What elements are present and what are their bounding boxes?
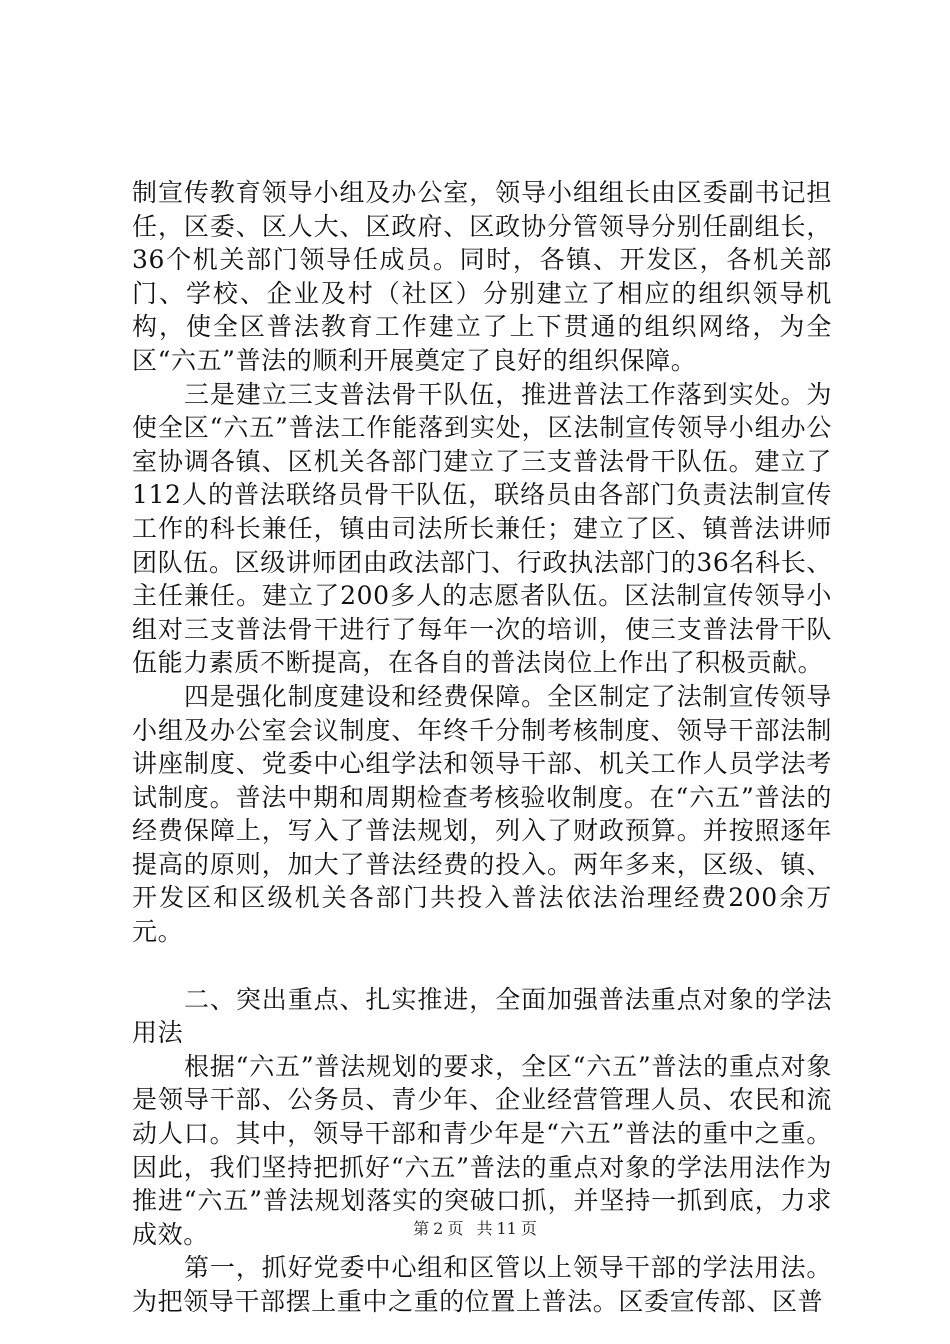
total-pages-label: [474, 1219, 538, 1238]
page-prefix: 第: [413, 1219, 430, 1238]
document-body: [132, 176, 832, 1319]
section-gap: [132, 949, 832, 983]
page-footer: [0, 1216, 950, 1239]
paragraph-leaders-study: 第一，抓好党委中心组和区管以上领导干部的学法用法。为把领导干部摆上重中之重的位置上普法。区委宣传部、区普: [132, 1253, 832, 1316]
total-pages: 11: [496, 1219, 517, 1238]
page-number: 2: [433, 1219, 444, 1238]
page-number-label: [411, 1219, 465, 1238]
paragraph-backbone-teams: 三是建立三支普法骨干队伍，推进普法工作落到实处。为使全区“六五”普法工作能落到实处，区法制宣传领导小组办公室协调各镇、区机关各部门建立了三支普法骨干队伍。建立了112人的普法联络员骨干队伍，联络员由各部门负责法制宣传工作的科长兼任，镇由司法所长兼任；建立了区、镇普法讲师团队伍。区级讲师团由政法部门、行政执法部门的36名科长、主任兼任。建立了200多人的志愿者队伍。区法制宣传领导小组对三支普法骨干进行了每年一次的培训，使三支普法骨干队伍能力素质不断提高，在各自的普法岗位上作出了积极贡献。: [132, 379, 832, 678]
page-suffix: 页: [447, 1219, 464, 1238]
total-prefix: 共: [476, 1219, 493, 1238]
paragraph-system-funding: 四是强化制度建设和经费保障。全区制定了法制宣传领导小组及办公室会议制度、年终千分制考核制度、领导干部法制讲座制度、党委中心组学法和领导干部、机关工作人员学法考试制度。普法中期和周期检查考核验收制度。在“六五”普法的经费保障上，写入了普法规划，列入了财政预算。并按照逐年提高的原则，加大了普法经费的投入。两年多来，区级、镇、开发区和区级机关各部门共投入普法依法治理经费200余万元。: [132, 681, 832, 947]
paragraph-continued: 制宣传教育领导小组及办公室，领导小组组长由区委副书记担任，区委、区人大、区政府、区政协分管领导分别任副组长，36个机关部门领导任成员。同时，各镇、开发区，各机关部门、学校、企业及村（社区）分别建立了相应的组织领导机构，使全区普法教育工作建立了上下贯通的组织网络，为全区“六五”普法的顺利开展奠定了良好的组织保障。: [132, 178, 832, 375]
total-suffix: 页: [520, 1219, 537, 1238]
paragraph-key-targets: 根据“六五”普法规划的要求，全区“六五”普法的重点对象是领导干部、公务员、青少年、企业经营管理人员、农民和流动人口。其中，领导干部和青少年是“六五”普法的重中之重。因此，我们坚持把抓好“六五”普法的重点对象的学法用法作为推进“六五”普法规划落实的突破口抓，并坚持一抓到底，力求成效。: [132, 1051, 832, 1249]
section-heading-two: 二、突出重点、扎实推进，全面加强普法重点对象的学法用法: [132, 984, 832, 1048]
